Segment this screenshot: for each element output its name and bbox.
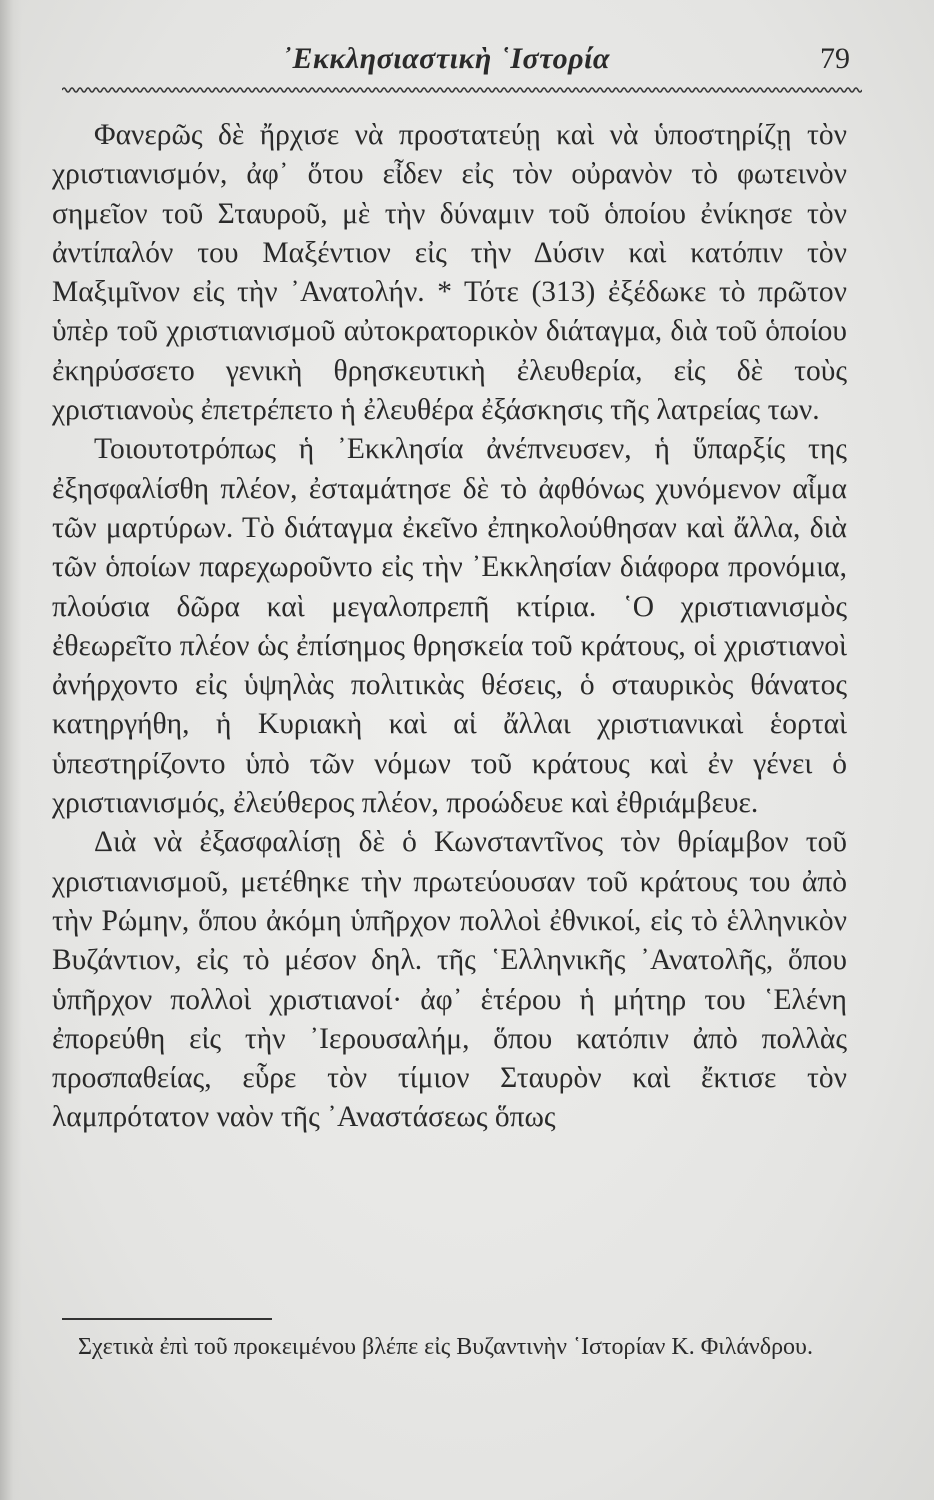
wavy-rule-ornament [62, 84, 862, 96]
footnote: Σχετικὰ ἐπὶ τοῦ προκειμένου βλέπε εἰς Βυζαντινὴν ῾Ιστορίαν Κ. Φιλάνδρου. [78, 1334, 813, 1360]
running-title: ᾿Εκκλησιαστικὴ ῾Ιστορία [282, 42, 610, 75]
paragraph-1: Φανερῶς δὲ ἤρχισε νὰ προστατεύῃ καὶ νὰ ὑποστηρίζῃ τὸν χριστιανισμόν, ἀφ᾿ ὅτου εἶδεν εἰς τὸν οὐρανὸν τὸ φωτεινὸν σημεῖον τοῦ Σταυροῦ, μὲ τὴν δύναμιν τοῦ ὁποίου ἐνίκησε τὸν ἀντίπαλόν του Μαξέντιον εἰς τὴν Δύσιν καὶ κατόπιν τὸν Μαξιμῖνον εἰς τὴν ᾿Ανατολήν. * Τότε (313) ἐξέδωκε τὸ πρῶτον ὑπὲρ τοῦ χριστιανισμοῦ αὐτοκρατορικὸν διάταγμα, διὰ τοῦ ὁποίου ἐκηρύσσετο γενικὴ θρησκευτικὴ ἐλευθερία, εἰς δὲ τοὺς χριστιανοὺς ἐπετρέπετο ἡ ἐλευθέρα ἐξάσκησις τῆς λατρείας των. [52, 119, 847, 427]
paragraph-2: Τοιουτοτρόπως ἡ ᾿Εκκλησία ἀνέπνευσεν, ἡ ὕπαρξίς της ἐξησφαλίσθη πλέον, ἐσταμάτησε δὲ τὸ ἀφθόνως χυνόμενον αἷμα τῶν μαρτύρων. Τὸ διάταγμα ἐκεῖνο ἐπηκολούθησαν καὶ ἄλλα, διὰ τῶν ὁποίων παρεχωροῦντο εἰς τὴν ᾿Εκκλησίαν διάφορα προνόμια, πλούσια δῶρα καὶ μεγαλοπρεπῆ κτίρια. ῾Ο χριστιανισμὸς ἐθεωρεῖτο πλέον ὡς ἐπίσημος θρησκεία τοῦ κράτους, οἱ χριστιανοὶ ἀνήρχοντο εἰς ὑψηλὰς πολιτικὰς θέσεις, ὁ σταυρικὸς θάνατος κατηργήθη, ἡ Κυριακὴ καὶ αἱ ἄλλαι χριστιανικαὶ ἑορταὶ ὑπεστηρίζοντο ὑπὸ τῶν νόμων τοῦ κράτους καὶ ἐν γένει ὁ χριστιανισμός, ἐλεύθερος πλέον, προώδευε καὶ ἐθριάμβευε. [52, 433, 847, 820]
footnote-rule [62, 1318, 272, 1320]
running-head [60, 38, 860, 82]
paragraph-3: Διὰ νὰ ἐξασφαλίσῃ δὲ ὁ Κωνσταντῖνος τὸν θρίαμβον τοῦ χριστιανισμοῦ, μετέθηκε τὴν πρωτεύουσαν τοῦ κράτους του ἀπὸ τὴν Ρώμην, ὅπου ἀκόμη ὑπῆρχον πολλοὶ ἐθνικοί, εἰς τὸ ἑλληνικὸν Βυζάντιον, εἰς τὸ μέσον δηλ. τῆς ῾Ελληνικῆς ᾿Ανατολῆς, ὅπου ὑπῆρχον πολλοὶ χριστιανοί· ἀφ᾿ ἑτέρου ἡ μήτηρ του ῾Ελένη ἐπορεύθη εἰς τὴν ᾿Ιερουσαλήμ, ὅπου κατόπιν ἀπὸ πολλὰς προσπαθείας, εὗρε τὸν τίμιον Σταυρὸν καὶ ἔκτισε τὸν λαμπρότατον ναὸν τῆς ᾿Αναστάσεως ὅπως [52, 826, 847, 1134]
page-number: 79 [820, 42, 850, 75]
body-text [52, 116, 847, 1138]
spine-shadow [0, 0, 22, 1500]
